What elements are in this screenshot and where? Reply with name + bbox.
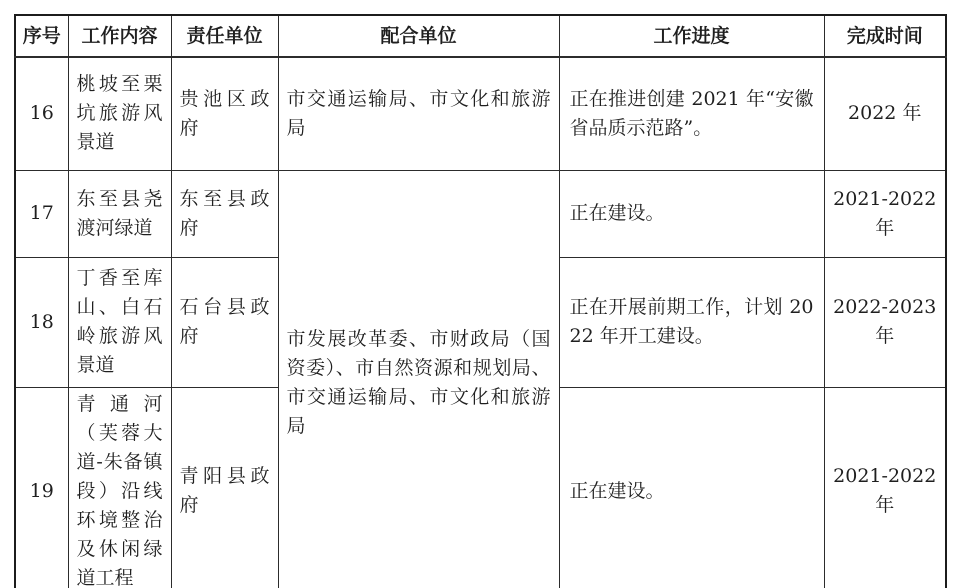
table-header-row	[15, 15, 946, 57]
header-work-progress: 工作进度	[559, 15, 824, 57]
cell-completion-time: 2021-2022 年	[824, 170, 946, 257]
cell-seq: 16	[15, 57, 68, 170]
cell-seq: 19	[15, 387, 68, 588]
cell-responsible-unit: 东至县政府	[171, 170, 278, 257]
cell-completion-time: 2022-2023 年	[824, 257, 946, 387]
cell-seq: 18	[15, 257, 68, 387]
cell-work-content: 丁香至库山、白石岭旅游风景道	[68, 257, 171, 387]
cell-responsible-unit: 贵池区政府	[171, 57, 278, 170]
cell-completion-time: 2021-2022 年	[824, 387, 946, 588]
cell-work-content: 东至县尧渡河绿道	[68, 170, 171, 257]
cell-work-progress: 正在推进创建 2021 年“安徽省品质示范路”。	[559, 57, 824, 170]
cell-cooperating-unit: 市交通运输局、市文化和旅游局	[278, 57, 559, 170]
cell-work-content: 青通河（芙蓉大道-朱备镇段）沿线环境整治及休闲绿道工程	[68, 387, 171, 588]
work-progress-table	[14, 14, 947, 588]
cell-work-progress: 正在建设。	[559, 170, 824, 257]
cell-completion-time: 2022 年	[824, 57, 946, 170]
cell-seq: 17	[15, 170, 68, 257]
header-completion-time: 完成时间	[824, 15, 946, 57]
cell-cooperating-unit-merged: 市发展改革委、市财政局（国资委）、市自然资源和规划局、市交通运输局、市文化和旅游局	[278, 170, 559, 588]
cell-responsible-unit: 石台县政府	[171, 257, 278, 387]
cell-work-progress: 正在建设。	[559, 387, 824, 588]
header-cooperating-unit: 配合单位	[278, 15, 559, 57]
table-row	[15, 170, 946, 257]
header-responsible-unit: 责任单位	[171, 15, 278, 57]
cell-work-content: 桃坡至栗坑旅游风景道	[68, 57, 171, 170]
header-seq: 序号	[15, 15, 68, 57]
cell-work-progress: 正在开展前期工作，计划 2022 年开工建设。	[559, 257, 824, 387]
cell-responsible-unit: 青阳县政府	[171, 387, 278, 588]
header-work-content: 工作内容	[68, 15, 171, 57]
table-row	[15, 57, 946, 170]
